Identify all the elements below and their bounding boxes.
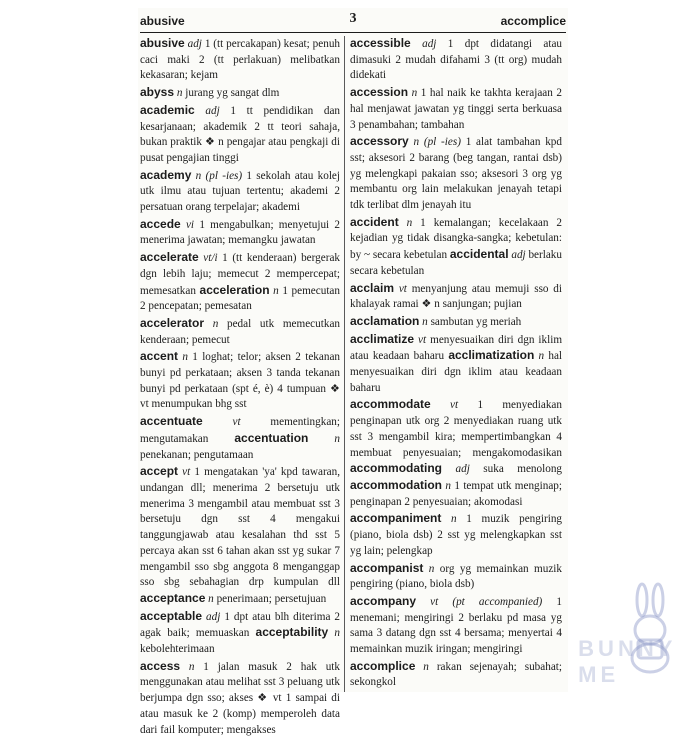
definition: suka menolong — [483, 463, 563, 476]
column-divider — [344, 36, 345, 692]
dictionary-entry — [350, 281, 562, 313]
headword: academy — [140, 167, 192, 182]
headword: accessory — [350, 134, 409, 149]
dictionary-entry — [350, 215, 562, 280]
headword: accomplice — [350, 658, 416, 673]
page-header — [140, 10, 566, 33]
part-of-speech: n — [176, 87, 183, 100]
dictionary-entry — [140, 316, 340, 348]
right-column — [350, 36, 562, 692]
definition: penerimaan; persetujuan — [216, 592, 327, 605]
definition: 1 hal naik ke takhta kerajaan 2 hal menjawat jawatan yg tinggi serta berkuasa 3 penambahan; tambahan — [350, 87, 562, 131]
dictionary-entry — [350, 511, 562, 559]
definition: 1 jalan masuk 2 hak utk menggunakan atau melihat sst 3 peluang utk berjumpa dgn sso; akses ❖ vt 1 sampai di atau masuk ke 2 (komp) memperoleh data dari fail komputer; mengakses — [140, 660, 341, 736]
definition: 1 (tt percakapan) kesat; penuh caci maki 2 (tt perlakuan) melibatkan kekasaran; kejam — [140, 38, 341, 82]
derived-headword: accentuation — [234, 430, 309, 445]
headword: acceptable — [140, 608, 203, 623]
headword: accent — [140, 349, 179, 364]
part-of-speech: n — [422, 315, 428, 328]
dictionary-entry — [140, 414, 340, 463]
part-of-speech: n — [451, 513, 457, 526]
headword: accelerator — [140, 315, 205, 330]
definition: 1 kemalangan; kecelakaan 2 kejadian yg tidak disangka-sangka; kebetulan: by ~ secara kebetulan — [350, 216, 562, 262]
definition: 1 menemani; mengiringi 2 berlaku pd masa yg sama 3 datang dgn sst 4 bersama; menyertai 4 memainkan muzik iringan; mengiringi — [350, 595, 562, 656]
headword: accessible — [350, 36, 411, 50]
part-of-speech: vt — [418, 333, 427, 346]
part-of-speech: n — [208, 592, 214, 605]
definition: 1 (tt kenderaan) bergerak dgn lebih laju; memecut 2 mempercepat; memesatkan — [140, 252, 341, 297]
dictionary-entry — [140, 168, 340, 216]
headword: accession — [350, 85, 409, 100]
definition: hal menyesuaikan diri dgn iklim atau keadaan baharu — [350, 350, 563, 394]
dictionary-entry — [140, 217, 340, 249]
dictionary-entry — [350, 85, 562, 133]
part-of-speech: n — [334, 627, 341, 640]
dictionary-entry — [140, 349, 340, 413]
headword: accentuate — [140, 414, 203, 429]
part-of-speech: vt (pt accompanied) — [430, 595, 543, 608]
definition: 1 mengatakan 'ya' kpd tawaran, undangan dll; menerima 2 bersetuju utk menerima 3 mengambil atau membuat sst 3 bersetuju dgn sst 4 mengakui tanggungjawab atau kesalahan thd sst 5 percaya akan sst 6 tahan akan sst yg sukar 7 mengambil sso sbg anggota 8 menganggap sso sbg sebahagian drp kumpulan dll — [140, 466, 341, 589]
headword: accompaniment — [350, 511, 442, 526]
headword: access — [140, 658, 181, 673]
derived-headword: accommodation — [350, 477, 443, 492]
part-of-speech: adj — [206, 610, 221, 623]
headword: abusive — [140, 36, 185, 50]
part-of-speech: adj — [455, 463, 470, 476]
headword: accident — [350, 214, 399, 229]
part-of-speech: n — [423, 660, 429, 673]
dictionary-entry — [350, 134, 562, 214]
part-of-speech: n — [538, 350, 545, 363]
part-of-speech: vt/i — [203, 252, 218, 265]
dictionary-entry — [350, 332, 562, 397]
definition: 1 loghat; telor; aksen 2 tekanan bunyi pd perkataan; aksen 3 tanda tekanan bunyi pd perkataan (spt é, è) 4 tumpuan ❖ vt menumpukan bhg sst — [140, 351, 341, 411]
part-of-speech: n — [428, 562, 435, 575]
headword: accede — [140, 216, 181, 231]
part-of-speech: adj — [422, 38, 437, 50]
derived-headword: acceleration — [199, 282, 270, 297]
headword: accommodate — [350, 397, 431, 412]
part-of-speech: vt — [450, 399, 459, 412]
dictionary-entry — [350, 594, 562, 658]
headword: acclimatize — [350, 331, 415, 346]
derived-headword: acclimatization — [448, 348, 535, 363]
header-last-word: accomplice — [500, 14, 566, 28]
definition: 1 muzik pengiring (piano, biola dsb) 2 sst yg melengkapkan sst yg lain; pelengkap — [350, 513, 563, 557]
part-of-speech: vt — [182, 466, 191, 479]
derived-headword: acceptability — [255, 625, 329, 640]
part-of-speech: adj — [187, 38, 202, 50]
definition: 1 pemecutan 2 pencepatan; pemesatan — [140, 284, 340, 313]
part-of-speech: n — [212, 317, 219, 330]
dictionary-page — [138, 8, 568, 736]
part-of-speech: n (pl -ies) — [195, 169, 243, 182]
dictionary-entry — [140, 659, 340, 738]
part-of-speech: n — [406, 216, 413, 229]
definition: kebolehterimaan — [140, 643, 215, 656]
definition: menyesuaikan diri dgn iklim atau keadaan baharu — [350, 333, 563, 363]
headword: acclaim — [350, 280, 395, 295]
part-of-speech: vt — [232, 416, 241, 429]
part-of-speech: adj — [511, 249, 526, 262]
headword: acclamation — [350, 313, 420, 328]
dictionary-entry — [350, 314, 562, 331]
definition: 1 mengabulkan; menyetujui 2 menerima jawatan; memangku jawatan — [140, 218, 340, 247]
part-of-speech: n — [411, 87, 418, 100]
dictionary-entry — [140, 250, 340, 315]
definition: 1 dpt didatangi atau dimasuki 2 mudah difahami 3 (tt org) mudah didekati — [350, 38, 563, 82]
definition: mementingkan; mengutamakan — [140, 416, 341, 445]
dictionary-entry — [140, 103, 340, 167]
dictionary-entry — [140, 36, 340, 84]
definition: 1 menyediakan penginapan utk org 2 menyediakan ruang utk sst 3 mengambil kira; mempertimbangkan 4 membuat penyesuaian; mengakomodasikan — [350, 399, 562, 459]
definition: penekanan; pengutamaan — [140, 448, 254, 461]
part-of-speech: n — [273, 284, 279, 297]
dictionary-entry — [350, 561, 562, 593]
dictionary-entry — [350, 659, 562, 691]
definition: pedal utk memecutkan kenderaan; pemecut — [140, 317, 340, 346]
left-column — [140, 36, 341, 736]
dictionary-entry — [140, 464, 340, 607]
part-of-speech: vi — [185, 218, 195, 231]
headword: accompanist — [350, 560, 424, 575]
derived-headword: accommodating — [350, 461, 443, 476]
definition: 1 dpt atau blh diterima 2 agak baik; memuaskan — [140, 610, 340, 640]
definition: 1 tt pendidikan dan kesarjanaan; akademik 2 tt teori sahaja, bukan praktik ❖ n pengajar atau pengkaji di pusat pengajian tinggi — [140, 104, 341, 164]
dictionary-entry — [140, 85, 340, 102]
header-first-word: abusive — [140, 14, 185, 28]
part-of-speech: n — [188, 660, 195, 673]
page-number: 3 — [349, 11, 357, 26]
definition: 1 sekolah atau kolej utk ilmu atau tujuan tertentu; akademi 2 persatuan orang terpelajar; akademi — [140, 169, 341, 214]
part-of-speech: n — [445, 479, 451, 492]
definition: rakan sejenayah; subahat; sekongkol — [350, 660, 562, 689]
definition: 1 tempat utk menginap; penginapan 2 penyesuaian; akomodasi — [350, 479, 563, 508]
part-of-speech: n — [182, 351, 188, 364]
dictionary-entry — [350, 36, 562, 84]
watermark — [580, 582, 690, 692]
part-of-speech: vt — [398, 282, 407, 295]
definition: sambutan yg meriah — [430, 315, 522, 328]
definition: 1 alat tambahan kpd sst; aksesori 2 barang (beg tangan, rantai dsb) yg melengkapi pakaian sso; aksesori 3 org yg membantu org lain melakukan jenayah tetapi tdk terlibat dlm jenayah itu — [350, 136, 562, 212]
headword: accompany — [350, 593, 417, 608]
dictionary-entry — [350, 397, 562, 510]
headword: academic — [140, 102, 195, 117]
part-of-speech: n (pl -ies) — [413, 136, 461, 149]
definition: berlaku secara kebetulan — [350, 249, 562, 277]
headword: accept — [140, 464, 179, 479]
part-of-speech: n — [334, 432, 341, 445]
derived-headword: accidental — [449, 247, 509, 262]
definition: menyanjung atau memuji sso di khalayak ramai ❖ n sanjungan; pujian — [350, 282, 563, 311]
headword: accelerate — [140, 250, 199, 265]
dictionary-entry — [140, 609, 340, 658]
watermark-text: BUNNY ME — [578, 636, 676, 687]
derived-headword: acceptance — [140, 590, 206, 605]
definition: jurang yg sangat dlm — [185, 87, 280, 100]
part-of-speech: adj — [205, 104, 220, 117]
definition: org yg memainkan muzik pengiring (piano, biola dsb) — [350, 562, 563, 591]
headword: abyss — [140, 85, 175, 100]
